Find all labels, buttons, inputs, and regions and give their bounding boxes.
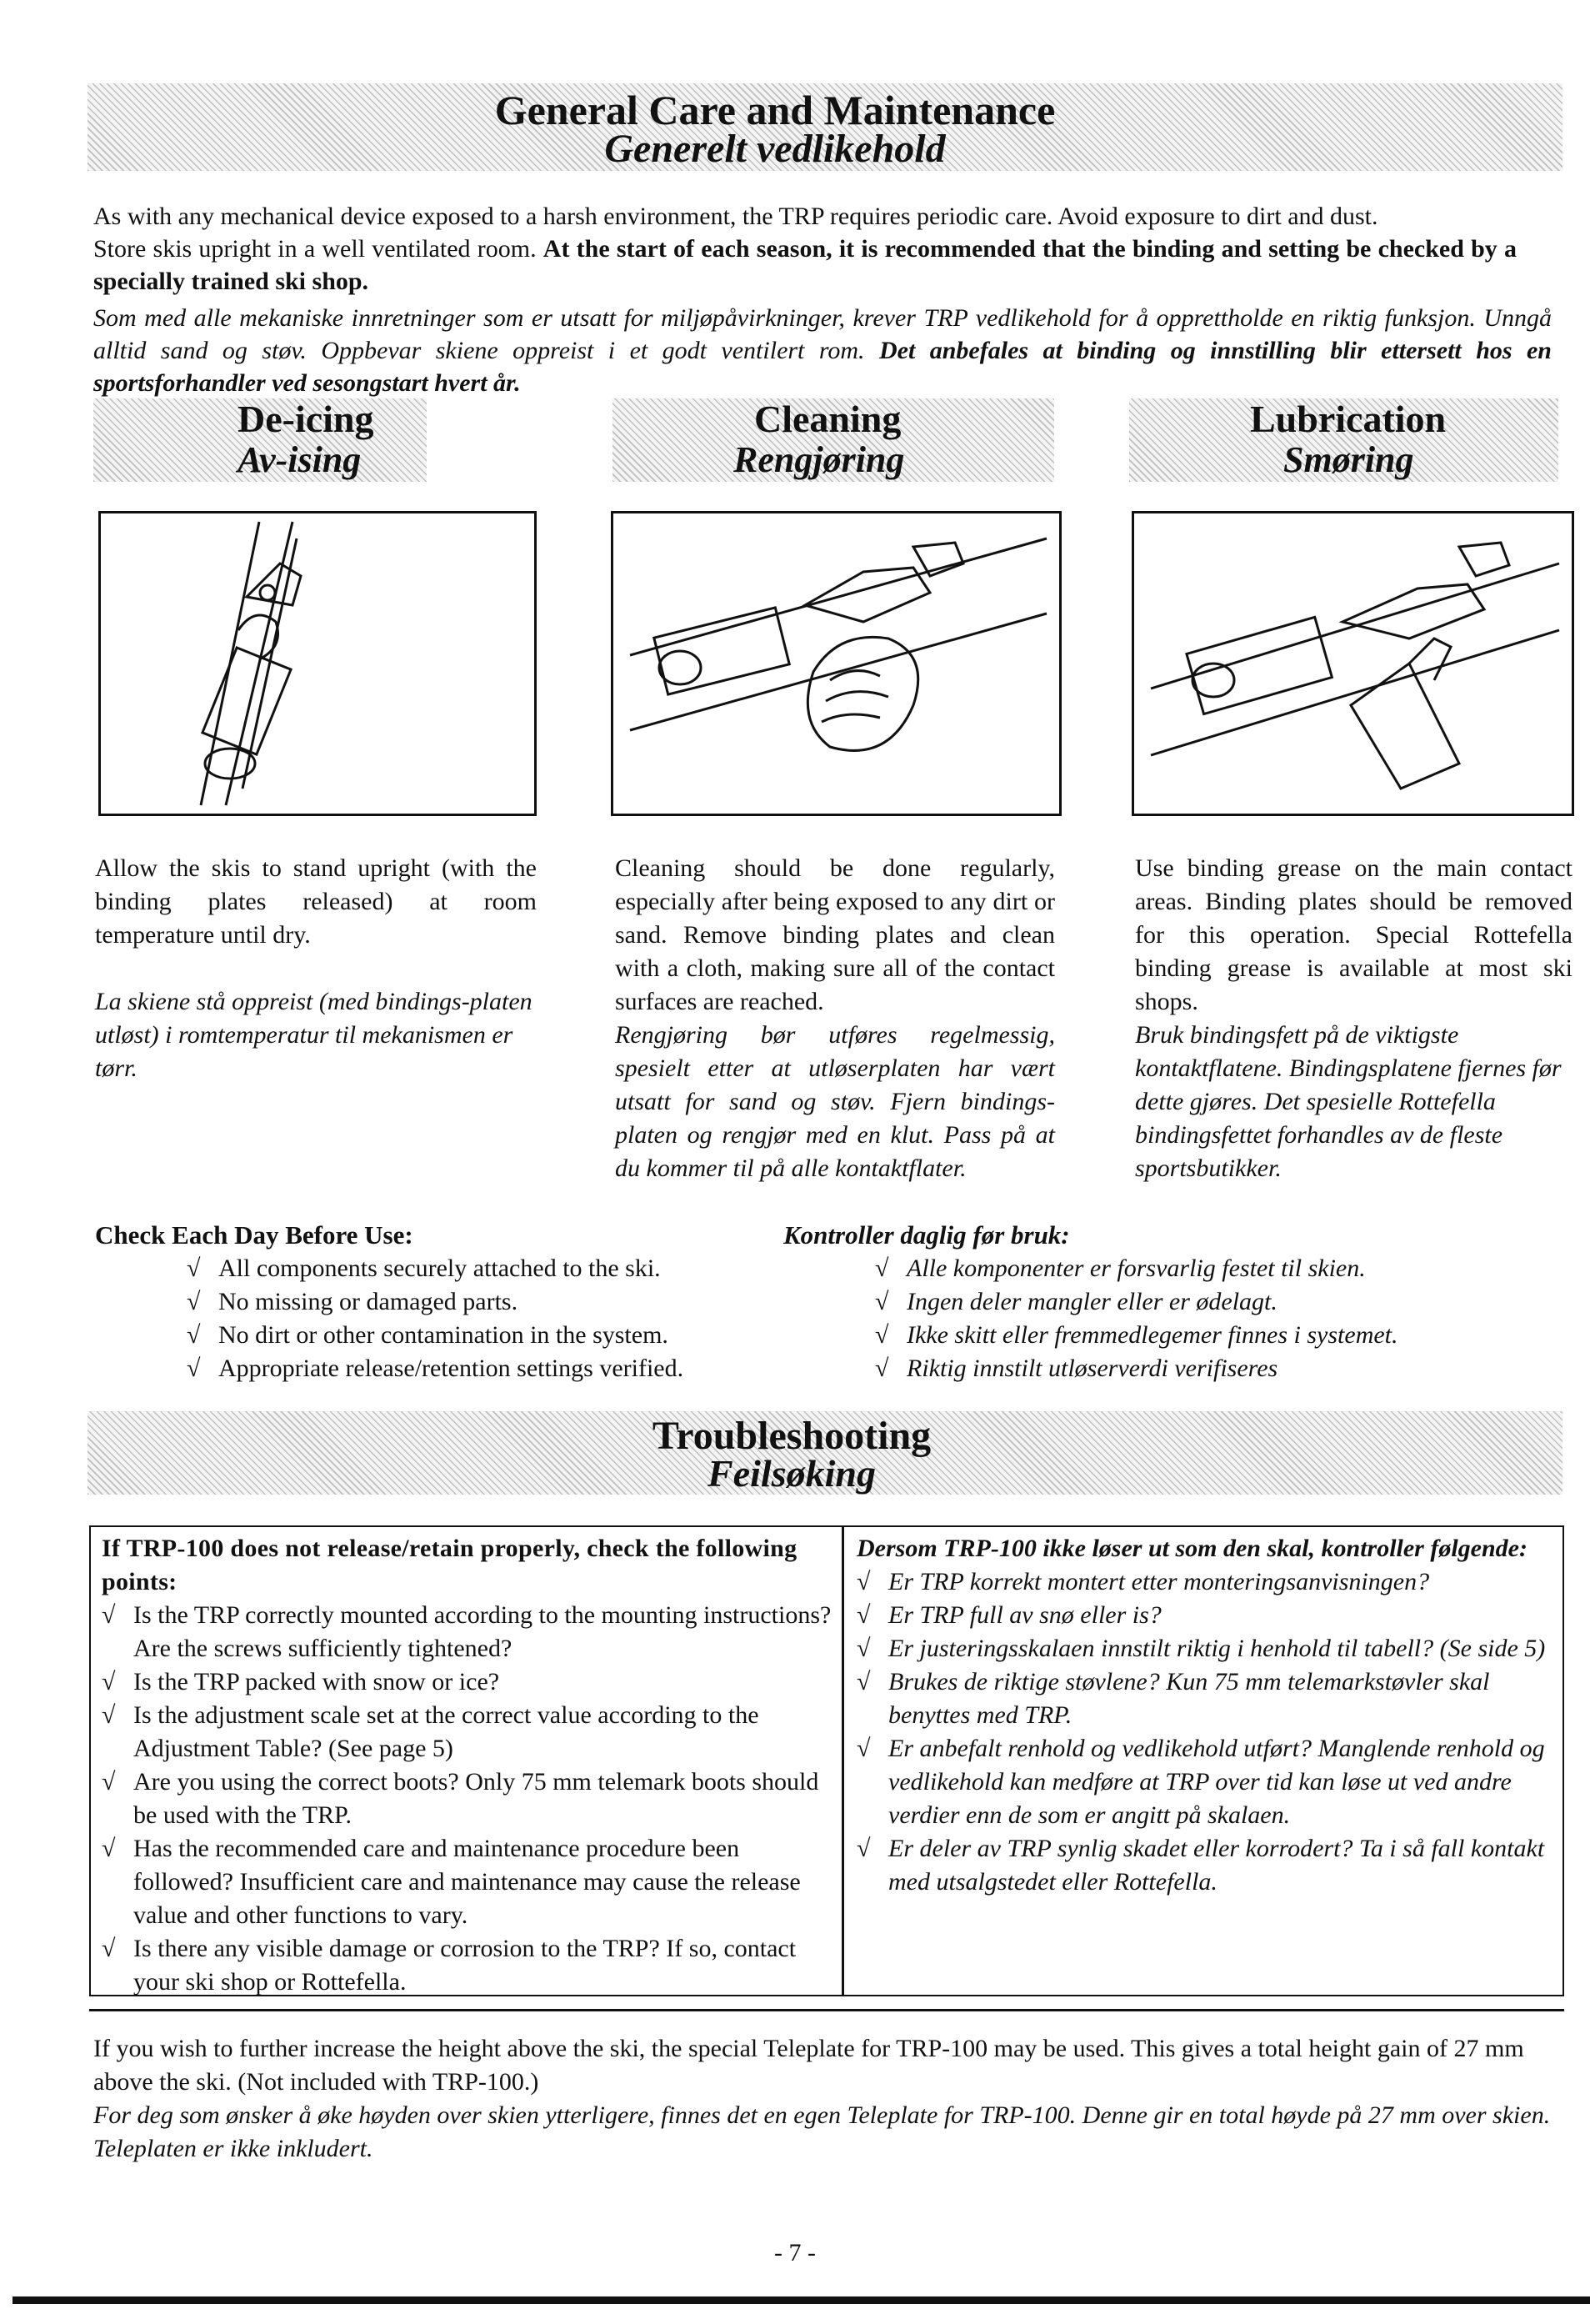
trouble-en-item: √ Has the recommended care and maintenance procedure been followed? Insufficient care and maintenance may cause the release value and other functions to vary. — [102, 1832, 833, 1932]
page-title: General Care and Maintenance — [494, 87, 1056, 133]
check-mark-icon: √ — [875, 1255, 889, 1282]
deicing-title: De-icing — [238, 398, 374, 440]
check-mark-icon: √ — [102, 1701, 116, 1729]
cleaning-subtitle: Rengjøring — [733, 439, 905, 480]
footer-text — [93, 2032, 1560, 2166]
checklist-en-title: Check Each Day Before Use: — [95, 1220, 413, 1250]
trouble-no-item: √ Brukes de riktige støvlene? Kun 75 mm telemarkstøvler skal benyttes med TRP. — [857, 1665, 1552, 1732]
intro-en-bold: At the start of each season, it is recommended that the binding and setting be checked by a specially trained ski shop. — [93, 235, 1517, 295]
intro-en-plain: Store skis upright in a well ventilated room. — [93, 235, 537, 263]
check-mark-icon: √ — [187, 1288, 201, 1315]
deicing-text — [95, 852, 537, 1085]
intro-no-bold: Det anbefales at binding og innstilling blir ettersett hos en sportsforhandler ved sesongstart hvert år. — [93, 337, 1552, 397]
checklist-english — [95, 1219, 787, 1385]
cleaning-title: Cleaning — [754, 398, 902, 440]
check-mark-icon: √ — [102, 1768, 116, 1796]
lubrication-title: Lubrication — [1250, 398, 1447, 440]
page-number: - 7 - — [774, 2239, 816, 2266]
trouble-no-item: √ Er TRP full av snø eller is? — [857, 1599, 1552, 1632]
deicing-no: La skiene stå oppreist (med bindings-platen utløst) i romtemperatur til mekanismen er tørr. — [95, 988, 532, 1082]
bottom-rule — [12, 2296, 1590, 2304]
grease-tube-drawing — [1134, 513, 1572, 814]
intro-norwegian — [93, 302, 1552, 399]
checklist-no-item: √ Alle komponenter er forsvarlig festet til skien. — [875, 1252, 1550, 1285]
cleaning-illustration — [611, 511, 1062, 816]
trouble-en-item: √ Is the TRP correctly mounted according to the mounting instructions? Are the screws sufficiently tightened? — [102, 1599, 833, 1665]
section-separator — [89, 2009, 1564, 2011]
check-mark-icon: √ — [102, 1935, 116, 1962]
lubrication-illustration — [1132, 511, 1574, 816]
checklist-en-item: √ All components securely attached to the ski. — [187, 1252, 787, 1285]
lubrication-en: Use binding grease on the main contact areas. Binding plates should be removed for this operation. Special Rottefella binding grease is available at most ski shops. — [1135, 854, 1572, 1015]
trouble-en-item: √ Are you using the correct boots? Only 75 mm telemark boots should be used with the TRP. — [102, 1766, 833, 1832]
lubrication-text — [1135, 852, 1572, 1185]
check-mark-icon: √ — [857, 1635, 871, 1662]
troubleshooting-norwegian — [857, 1532, 1552, 1899]
checklist-no-title: Kontroller daglig før bruk: — [783, 1220, 1070, 1250]
intro-no-plain: Som med alle mekaniske innretninger som er utsatt for miljøpåvirkninger, krever TRP vedlikehold for å opprettholde en riktig funksjon. Unngå alltid sand og støv. Oppbevar skiene oppreist i et godt ventilert rom. — [93, 304, 1552, 364]
intro-english — [93, 200, 1517, 298]
check-mark-icon: √ — [187, 1355, 201, 1382]
intro-en-line1: As with any mechanical device exposed to a harsh environment, the TRP requires periodic care. Avoid exposure to dirt and dust. — [93, 203, 1378, 230]
check-mark-icon: √ — [857, 1568, 871, 1595]
check-mark-icon: √ — [875, 1355, 889, 1382]
cleaning-en: Cleaning should be done regularly, especially after being exposed to any dirt or sand. Remove binding plates and clean with a cloth, making sure all of the contact surfaces are reached. — [615, 854, 1055, 1015]
deicing-illustration — [98, 511, 537, 816]
ski-upright-drawing — [101, 513, 534, 814]
check-mark-icon: √ — [857, 1735, 871, 1762]
checklist-no-item: √ Riktig innstilt utløserverdi verifiseres — [875, 1352, 1550, 1385]
checklist-en-item: √ No missing or damaged parts. — [187, 1285, 787, 1319]
troubleshooting-subtitle: Feilsøking — [708, 1452, 876, 1495]
trouble-no-item: √ Er deler av TRP synlig skadet eller korrodert? Ta i så fall kontakt med utsalgstedet eller Rottefella. — [857, 1832, 1552, 1899]
trouble-en-item: √ Is there any visible damage or corrosion to the TRP? If so, contact your ski shop or Rottefella. — [102, 1932, 833, 1999]
table-divider — [842, 1525, 844, 1996]
check-mark-icon: √ — [857, 1668, 871, 1695]
deicing-en: Allow the skis to stand upright (with the binding plates released) at room temperature until dry. — [95, 854, 537, 949]
footer-en: If you wish to further increase the height above the ski, the special Teleplate for TRP-100 may be used. This gives a total height gain of 27 mm above the ski. (Not included with TRP-100.) — [93, 2035, 1524, 2096]
troubleshooting-title: Troubleshooting — [652, 1414, 932, 1458]
trouble-no-item: √ Er justeringsskalaen innstilt riktig i henhold til tabell? (Se side 5) — [857, 1632, 1552, 1665]
troubleshooting-english — [102, 1532, 833, 1999]
checklist-norwegian — [783, 1219, 1550, 1385]
check-mark-icon: √ — [875, 1288, 889, 1315]
check-mark-icon: √ — [857, 1601, 871, 1629]
check-mark-icon: √ — [187, 1321, 201, 1349]
page-subtitle: Generelt vedlikehold — [604, 127, 946, 171]
cleaning-text — [615, 852, 1055, 1185]
trouble-no-heading: Dersom TRP-100 ikke løser ut som den skal, kontroller følgende: — [857, 1535, 1528, 1562]
lubrication-no: Bruk bindingsfett på de viktigste kontaktflatene. Bindingsplatene fjernes før dette gjøres. Det spesielle Rottefella bindingsfettet forhandles av de fleste sportsbutikker. — [1135, 1021, 1562, 1182]
check-mark-icon: √ — [875, 1321, 889, 1349]
trouble-en-heading: If TRP-100 does not release/retain properly, check the following points: — [102, 1535, 798, 1595]
lubrication-subtitle: Smøring — [1283, 439, 1414, 480]
checklist-no-item: √ Ingen deler mangler eller er ødelagt. — [875, 1285, 1550, 1319]
checklist-no-item: √ Ikke skitt eller fremmedlegemer finnes i systemet. — [875, 1319, 1550, 1352]
check-mark-icon: √ — [102, 1668, 116, 1695]
footer-no: For deg som ønsker å øke høyden over skien ytterligere, finnes det en egen Teleplate for TRP-100. Denne gir en total høyde på 27 mm over skien. Teleplaten er ikke inkludert. — [93, 2101, 1551, 2162]
check-mark-icon: √ — [102, 1601, 116, 1629]
checklist-en-item: √ Appropriate release/retention settings verified. — [187, 1352, 787, 1385]
cleaning-cloth-drawing — [613, 513, 1059, 814]
deicing-subtitle: Av-ising — [238, 439, 362, 480]
trouble-en-item: √ Is the TRP packed with snow or ice? — [102, 1665, 833, 1699]
cleaning-no: Rengjøring bør utføres regelmessig, spesielt etter at utløserplaten har vært utsatt for sand og støv. Fjern bindings-platen og rengjør med en klut. Pass på at du kommer til på alle kontaktflater. — [615, 1021, 1055, 1182]
trouble-no-item: √ Er anbefalt renhold og vedlikehold utført? Manglende renhold og vedlikehold kan medføre at TRP over tid kan løse ut ved andre verdier enn de som er angitt på skalaen. — [857, 1732, 1552, 1832]
check-mark-icon: √ — [857, 1835, 871, 1862]
checklist-en-item: √ No dirt or other contamination in the system. — [187, 1319, 787, 1352]
trouble-en-item: √ Is the adjustment scale set at the correct value according to the Adjustment Table? (See page 5) — [102, 1699, 833, 1766]
check-mark-icon: √ — [102, 1835, 116, 1862]
trouble-no-item: √ Er TRP korrekt montert etter monteringsanvisningen? — [857, 1565, 1552, 1599]
check-mark-icon: √ — [187, 1255, 201, 1282]
